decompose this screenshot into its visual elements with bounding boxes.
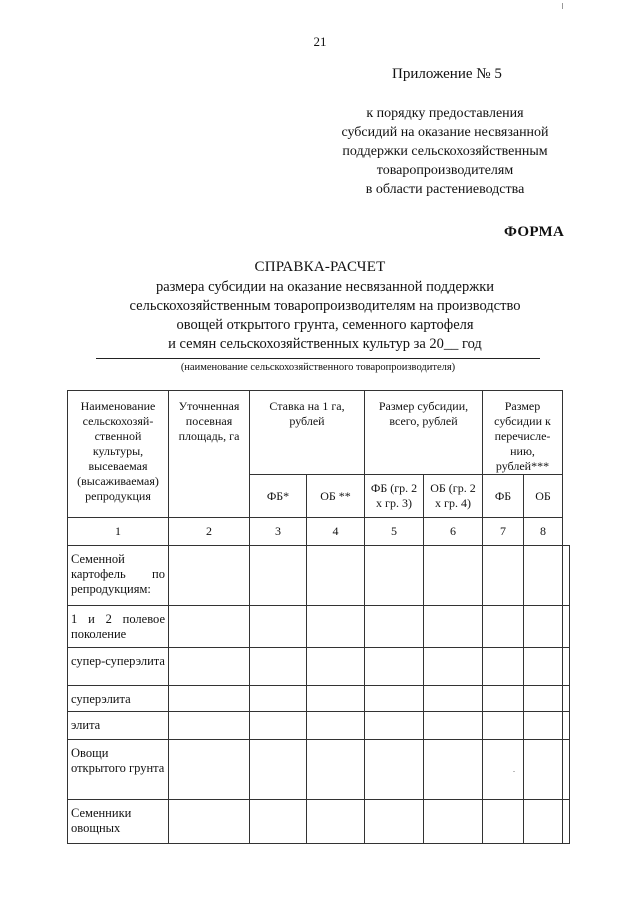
data-cell[interactable] [524,648,563,686]
data-cell[interactable] [307,800,365,844]
column-number: 6 [424,518,483,546]
data-cell[interactable] [250,606,307,648]
document-subtitle [90,278,560,354]
table-row [68,800,570,844]
column-number: 3 [250,518,307,546]
header-total-fb: ФБ (гр. 2 х гр. 3) [365,475,424,518]
data-cell[interactable] [307,546,365,606]
subtitle-line: овощей открытого грунта, семенного картофеля [176,317,474,333]
header-transfer-fb: ФБ [483,475,524,518]
order-reference [300,104,590,199]
data-cell[interactable] [424,648,483,686]
table-row [68,606,570,648]
header-total-ob: ОБ (гр. 2 х гр. 4) [424,475,483,518]
data-cell[interactable] [483,800,524,844]
data-cell[interactable] [524,712,563,740]
data-cell[interactable] [307,686,365,712]
data-cell[interactable] [424,712,483,740]
data-cell[interactable] [250,740,307,800]
row-label: Семенной картофель по репродукциям: [68,546,169,606]
table-row [68,546,570,606]
data-cell[interactable] [250,800,307,844]
table-row [68,712,570,740]
data-cell[interactable] [563,648,570,686]
data-cell[interactable] [307,740,365,800]
subtitle-line: сельскохозяйственным товаропроизводителям на производство [129,298,521,314]
row-label: Овощи открытого грунта [68,740,169,800]
data-cell[interactable] [483,606,524,648]
appendix-label: Приложение № 5 [392,66,502,82]
data-cell[interactable] [483,546,524,606]
header-subsidy-transfer: Размер субсидии к перечисле-нию, рублей*** [483,391,563,475]
data-cell[interactable] [250,686,307,712]
data-cell[interactable] [169,546,250,606]
data-cell[interactable] [169,686,250,712]
data-cell[interactable] [424,800,483,844]
data-cell[interactable] [365,686,424,712]
column-number-row [68,518,570,546]
order-line: субсидий на оказание несвязанной [341,125,549,140]
row-label: элита [68,712,169,740]
form-label: ФОРМА [504,224,565,240]
document-title: СПРАВКА-РАСЧЕТ [254,259,386,275]
header-rate-per-ha: Ставка на 1 га, рублей [250,391,365,475]
row-label: супер-суперэлита [68,648,169,686]
page-number: 21 [313,34,327,49]
producer-name-caption: (наименование сельскохозяйственного товаропроизводителя) [180,362,456,373]
data-cell[interactable] [365,712,424,740]
data-cell[interactable] [365,606,424,648]
page-edge-mark [562,3,563,9]
producer-name-line[interactable] [96,358,540,359]
data-cell[interactable] [250,546,307,606]
subtitle-line: размера субсидии на оказание несвязанной поддержки [155,279,495,295]
table-row [68,740,570,800]
column-number: 1 [68,518,169,546]
column-number: 7 [483,518,524,546]
column-number: 8 [524,518,563,546]
order-line: поддержки сельскохозяйственным [342,144,548,159]
data-cell[interactable] [483,686,524,712]
data-cell[interactable] [169,648,250,686]
data-cell[interactable] [524,740,563,800]
data-cell[interactable] [524,546,563,606]
data-cell[interactable] [307,606,365,648]
column-number: 5 [365,518,424,546]
header-sown-area: Уточненная посевная площадь, га [169,391,250,518]
row-label: 1 и 2 полевое поколение [68,606,169,648]
header-subsidy-total: Размер субсидии, всего, рублей [365,391,483,475]
subsidy-calculation-table [67,390,570,844]
row-label: Семенники овощных [68,800,169,844]
data-cell[interactable] [365,740,424,800]
data-cell[interactable] [563,740,570,800]
data-cell[interactable] [524,606,563,648]
data-cell[interactable] [424,740,483,800]
header-rate-ob: ОБ ** [307,475,365,518]
header-crop-name: Наименование сельскохозяй-ственной культуры, высеваемая (высаживаемая) репродукция [68,391,169,518]
data-cell[interactable] [424,686,483,712]
column-number: 4 [307,518,365,546]
data-cell[interactable] [424,546,483,606]
data-cell[interactable] [524,686,563,712]
data-cell[interactable] [483,712,524,740]
data-cell[interactable] [424,606,483,648]
data-cell[interactable] [483,648,524,686]
subtitle-line: и семян сельскохозяйственных культур за 20__ год [168,336,482,352]
data-cell[interactable] [563,546,570,606]
data-cell[interactable] [563,606,570,648]
data-cell[interactable] [483,740,524,800]
header-transfer-ob: ОБ [524,475,563,518]
data-cell[interactable] [307,648,365,686]
column-number: 2 [169,518,250,546]
row-label: суперэлита [68,686,169,712]
data-cell[interactable] [365,800,424,844]
order-line: товаропроизводителям [376,163,514,178]
data-cell[interactable] [169,606,250,648]
data-cell[interactable] [169,740,250,800]
data-cell[interactable] [250,648,307,686]
order-line: к порядку предоставления [366,106,524,121]
order-line: в области растениеводства [365,182,525,197]
data-cell[interactable] [169,712,250,740]
table-row [68,648,570,686]
data-cell[interactable] [563,712,570,740]
data-cell[interactable] [524,800,563,844]
data-cell[interactable] [365,546,424,606]
data-cell[interactable] [563,800,570,844]
data-cell[interactable] [563,686,570,712]
table-row [68,686,570,712]
data-cell[interactable] [250,712,307,740]
header-rate-fb: ФБ* [250,475,307,518]
data-cell[interactable] [169,800,250,844]
data-cell[interactable] [307,712,365,740]
scan-speck [513,771,515,772]
data-cell[interactable] [365,648,424,686]
